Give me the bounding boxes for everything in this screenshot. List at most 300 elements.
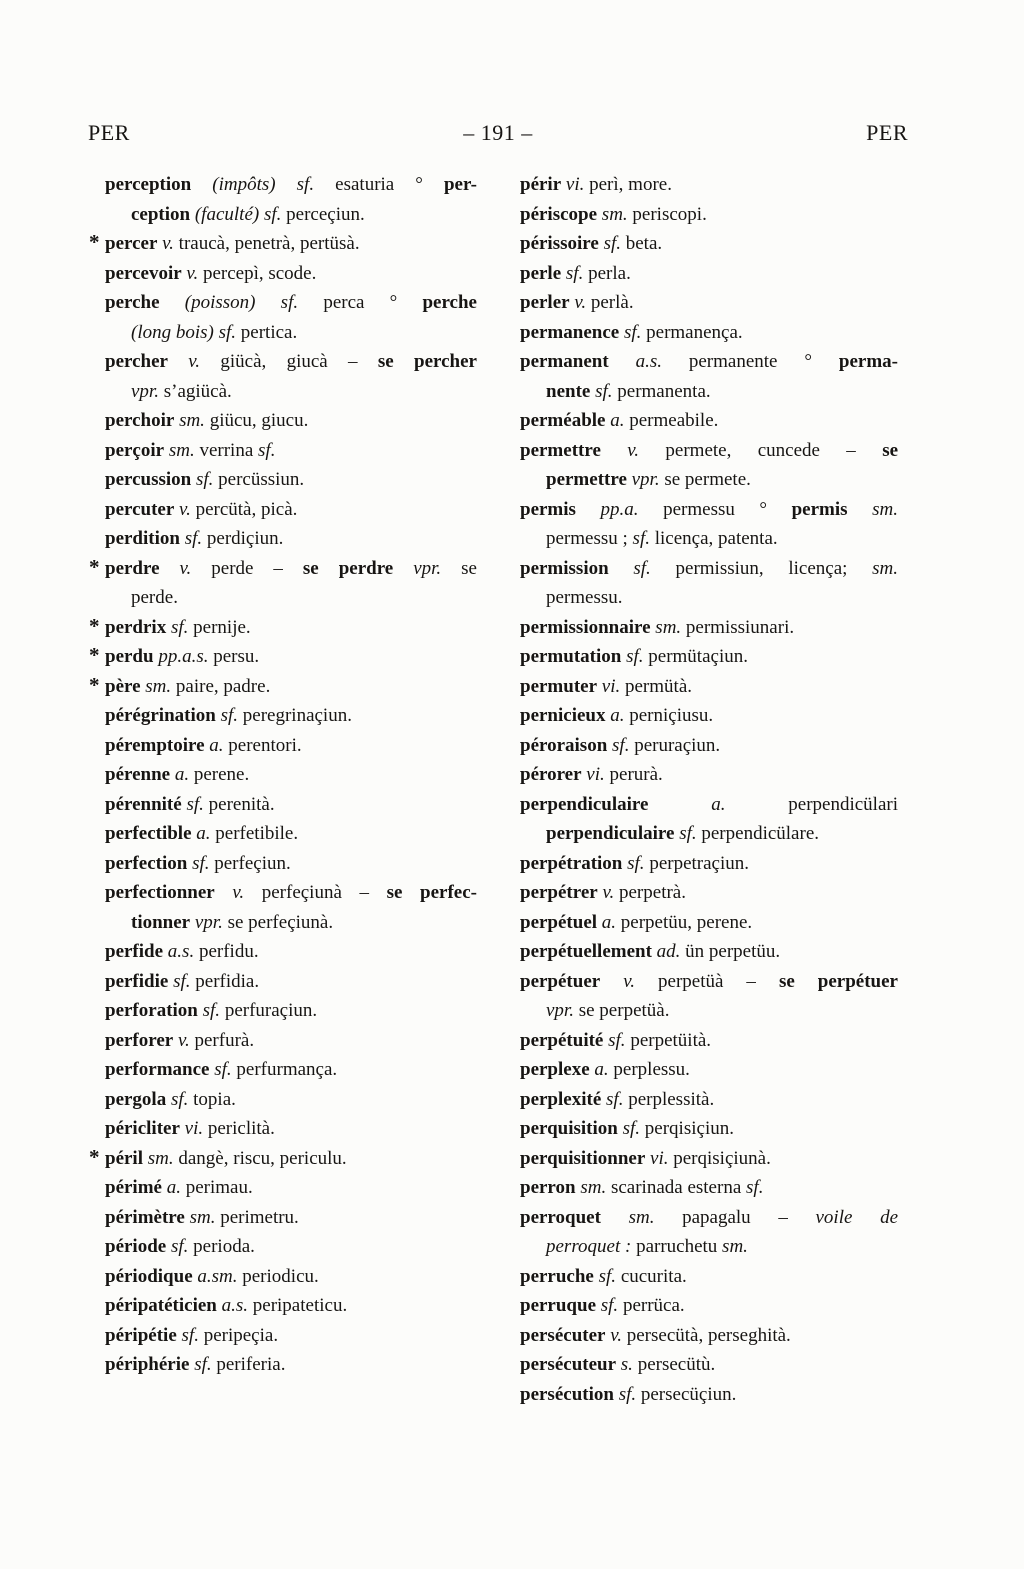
headword: perron xyxy=(520,1177,576,1198)
grammar-label: a. xyxy=(170,764,190,785)
grammar-label: sf. xyxy=(622,852,645,874)
grammar-label: vi. xyxy=(561,174,585,195)
translation-text: permissiunari. xyxy=(681,616,795,638)
headword: perpétuité xyxy=(520,1029,604,1051)
translation-text: scarinada esterna xyxy=(606,1177,747,1198)
translation-text: perplessu. xyxy=(608,1059,690,1080)
headword: péripétie xyxy=(105,1324,177,1346)
headword: périphérie xyxy=(105,1354,190,1375)
translation-text: giücà, giucà – xyxy=(200,351,378,372)
entry-line xyxy=(105,1114,477,1144)
translation-text: permete, cuncede – xyxy=(639,439,883,461)
headword: percher xyxy=(105,351,168,372)
headword: se xyxy=(882,439,899,461)
entry-line xyxy=(105,377,477,407)
entry-line xyxy=(520,1291,898,1321)
grammar-label: a. xyxy=(204,734,224,756)
translation-text: permessu ; xyxy=(546,528,633,549)
dictionary-entry xyxy=(520,229,898,259)
grammar-label: a.s. xyxy=(163,941,195,962)
grammar-label: sf. xyxy=(166,1236,189,1257)
grammar-label: vpr. xyxy=(393,557,442,579)
dictionary-entry xyxy=(105,1173,477,1203)
entry-line xyxy=(105,1026,477,1056)
translation-text: perde. xyxy=(131,587,178,608)
entry-line xyxy=(105,819,477,849)
translation-text: traucà, penetrà, pertüsà. xyxy=(173,233,360,254)
translation-text: perdiçiun. xyxy=(202,528,284,549)
grammar-label: pp.a. xyxy=(575,498,639,520)
grammar-label: sf. xyxy=(209,1059,232,1080)
entry-line xyxy=(520,288,898,318)
grammar-label: sf. xyxy=(215,705,239,726)
entry-line xyxy=(520,1262,898,1292)
headword: perfide xyxy=(105,941,164,962)
headword: perroquet xyxy=(520,1206,601,1228)
translation-text: perurà. xyxy=(604,764,663,785)
dictionary-entry xyxy=(105,170,477,229)
dictionary-entry xyxy=(105,1291,477,1321)
headword: perpétuer xyxy=(520,970,601,992)
entry-line xyxy=(105,731,477,761)
dictionary-entry xyxy=(105,701,477,731)
headword: périmé xyxy=(105,1177,162,1198)
translation-text: perfetibile. xyxy=(210,823,299,844)
headword: percevoir xyxy=(105,262,182,284)
entry-line xyxy=(520,1173,898,1203)
dictionary-entry xyxy=(520,200,898,230)
dictionary-entry xyxy=(520,642,898,672)
translation-text: permütaçiun. xyxy=(643,646,748,667)
translation-text: se perpetüà. xyxy=(573,1000,670,1021)
entry-line xyxy=(105,1173,477,1203)
dictionary-entry xyxy=(89,1144,477,1174)
entry-line xyxy=(520,760,898,790)
dictionary-entry xyxy=(520,613,898,643)
headword: permanent xyxy=(520,351,609,372)
translation-text: permessu. xyxy=(546,587,623,608)
translation-text: periodicu. xyxy=(237,1265,319,1287)
headword: perméable xyxy=(520,410,606,431)
translation-text: persu. xyxy=(208,646,260,667)
entry-line xyxy=(520,613,898,643)
grammar-label: a.s. xyxy=(216,1295,249,1316)
translation-text: pertica. xyxy=(236,321,298,343)
entry-line xyxy=(105,1321,477,1351)
grammar-label: v. xyxy=(569,292,587,313)
translation-text: permanença. xyxy=(641,321,743,343)
headword: permis xyxy=(520,498,576,520)
headword: permuter xyxy=(520,675,598,697)
grammar-label: ad. xyxy=(651,941,681,962)
entry-line xyxy=(105,701,477,731)
dictionary-entry xyxy=(105,524,477,554)
dictionary-entry xyxy=(520,967,898,1026)
headword: pernicieux xyxy=(520,705,606,726)
headword: perfectible xyxy=(105,823,192,844)
headword: percer xyxy=(105,233,158,254)
headword: perfectionner xyxy=(105,882,215,903)
headword: perdre xyxy=(105,557,160,579)
dictionary-entry xyxy=(105,1114,477,1144)
grammar-label: sm. xyxy=(722,1236,748,1257)
entry-line xyxy=(105,1262,477,1292)
grammar-label: sf. xyxy=(197,1000,221,1021)
translation-text: perniçiusu. xyxy=(624,705,714,726)
entry-line xyxy=(520,524,898,554)
grammar-label: sf. xyxy=(166,1088,189,1110)
entry-line xyxy=(105,937,477,967)
headword: persécuteur xyxy=(520,1354,617,1375)
translation-text: persecüçiun. xyxy=(636,1383,737,1405)
translation-text: ün perpetüu. xyxy=(680,941,781,962)
star-marker: * xyxy=(89,672,100,697)
headword: perdrix xyxy=(105,616,167,638)
grammar-label: vpr. xyxy=(190,911,223,933)
headword: périmètre xyxy=(105,1206,185,1228)
grammar-label: v. xyxy=(157,233,174,254)
translation-text: permeabile. xyxy=(624,410,719,431)
grammar-label: sf. xyxy=(601,1088,624,1110)
translation-text: permessu ° xyxy=(638,498,792,520)
headword: tionner xyxy=(131,911,191,933)
dictionary-entry xyxy=(105,790,477,820)
headword: père xyxy=(105,675,141,697)
grammar-label: sf. xyxy=(619,321,642,343)
headword: perpétuel xyxy=(520,911,598,933)
headword: pérégrination xyxy=(105,705,216,726)
dictionary-entry xyxy=(89,613,477,643)
translation-text: percepì, scode. xyxy=(198,262,317,284)
headword: période xyxy=(105,1236,167,1257)
grammar-label: a.sm. xyxy=(192,1265,238,1287)
entry-line xyxy=(105,642,477,672)
dictionary-entry xyxy=(520,1173,898,1203)
entry-line xyxy=(105,170,477,200)
entry-line xyxy=(105,406,477,436)
star-marker: * xyxy=(89,554,100,579)
headword: perquisitionner xyxy=(520,1147,646,1169)
headword: persécuter xyxy=(520,1324,606,1346)
entry-line xyxy=(520,1114,898,1144)
headword: perçoir xyxy=(105,439,165,461)
grammar-label: v. xyxy=(605,1324,622,1346)
headword: périscope xyxy=(520,203,598,225)
headword: pergola xyxy=(105,1088,167,1110)
grammar-label: sf. xyxy=(218,321,237,343)
translation-text: perfeçiun. xyxy=(209,852,291,874)
entry-line xyxy=(105,967,477,997)
dictionary-entry xyxy=(105,465,477,495)
translation-text: perentori. xyxy=(223,734,302,756)
grammar-label: sf. xyxy=(263,203,282,225)
grammar-label: sm. xyxy=(872,557,898,579)
grammar-label: sf. xyxy=(187,852,210,874)
entry-line xyxy=(520,318,898,348)
dictionary-entry xyxy=(105,1321,477,1351)
dictionary-entry xyxy=(520,1380,898,1410)
grammar-label: vi. xyxy=(179,1118,204,1139)
translation-text: perceçiun. xyxy=(281,203,365,225)
grammar-label: pp.a.s. xyxy=(153,646,209,667)
grammar-label: sm. xyxy=(184,1206,216,1228)
dictionary-entry xyxy=(520,1291,898,1321)
headword: permission xyxy=(520,557,609,579)
entry-line xyxy=(520,731,898,761)
grammar-label: sm. xyxy=(140,675,172,697)
entry-line xyxy=(520,1144,898,1174)
grammar-label: vpr. xyxy=(626,469,660,490)
dictionary-entry xyxy=(520,1321,898,1351)
dictionary-entry xyxy=(520,288,898,318)
dictionary-entry xyxy=(105,1203,477,1233)
dictionary-entry xyxy=(89,554,477,613)
dictionary-entry xyxy=(105,1085,477,1115)
dictionary-entry xyxy=(520,1144,898,1174)
dictionary-entry xyxy=(105,967,477,997)
dictionary-entry xyxy=(520,701,898,731)
translation-text: verrina xyxy=(194,439,259,461)
entry-line xyxy=(105,996,477,1026)
dictionary-entry xyxy=(89,672,477,702)
grammar-label: sm. xyxy=(174,410,205,431)
headword: perception xyxy=(105,174,192,195)
entry-line xyxy=(105,760,477,790)
grammar-label: sf. xyxy=(590,380,613,402)
headword: péremptoire xyxy=(105,734,205,756)
dictionary-entry xyxy=(520,760,898,790)
translation-text: peripateticu. xyxy=(248,1295,348,1316)
entry-line xyxy=(520,1321,898,1351)
headword: périssoire xyxy=(520,233,599,254)
grammar-label: a. xyxy=(605,705,625,726)
headword: persécution xyxy=(520,1383,614,1405)
grammar-label: sf. xyxy=(621,646,644,667)
headword: ception xyxy=(131,203,191,225)
grammar-label: a. xyxy=(605,410,625,431)
entry-line xyxy=(105,1055,477,1085)
dictionary-entry xyxy=(105,731,477,761)
left-column xyxy=(88,170,477,1409)
dictionary-entry xyxy=(520,1203,898,1262)
translation-text: s’agiücà. xyxy=(158,380,232,402)
translation-text: percütà, picà. xyxy=(190,498,298,520)
entry-line xyxy=(520,200,898,230)
grammar-label: sf. xyxy=(179,528,203,549)
entry-line xyxy=(520,1085,898,1115)
dictionary-entry xyxy=(105,996,477,1026)
entry-line xyxy=(105,495,477,525)
entry-line xyxy=(105,908,477,938)
running-head-right: PER xyxy=(866,120,908,145)
grammar-label: sm. xyxy=(600,1206,655,1228)
grammar-label: sm. xyxy=(847,498,898,520)
grammar-label: sf. xyxy=(608,557,651,579)
entry-line xyxy=(105,229,477,259)
entry-line xyxy=(520,583,898,613)
grammar-label: sm. xyxy=(650,616,682,638)
translation-text: permissiun, licença; xyxy=(650,557,873,579)
translation-text: permanenta. xyxy=(612,380,711,402)
dictionary-entry xyxy=(520,406,898,436)
star-marker: * xyxy=(89,613,100,638)
headword: perforation xyxy=(105,1000,198,1021)
entry-line xyxy=(520,849,898,879)
headword: permis xyxy=(791,498,848,520)
dictionary-entry xyxy=(520,1114,898,1144)
entry-line xyxy=(105,554,477,584)
grammar-label: sf. xyxy=(189,1354,212,1375)
translation-text: peripeçia. xyxy=(198,1324,279,1346)
grammar-label: sf. xyxy=(168,970,191,992)
entry-line xyxy=(105,672,477,702)
translation-text: se xyxy=(441,557,477,579)
grammar-label: sf. xyxy=(191,469,214,490)
entry-line xyxy=(520,908,898,938)
headword: perma- xyxy=(838,351,898,372)
dictionary-entry xyxy=(105,1262,477,1292)
translation-text: perlà. xyxy=(586,292,634,313)
headword: péril xyxy=(105,1147,143,1169)
headword: pérennité xyxy=(105,793,182,815)
headword: perquisition xyxy=(520,1118,618,1139)
headword: perdu xyxy=(105,646,154,667)
headword: pérorer xyxy=(520,764,582,785)
dictionary-entry xyxy=(520,672,898,702)
headword: perpétrer xyxy=(520,882,598,903)
grammar-label: v. xyxy=(174,498,191,520)
grammar-label: s. xyxy=(616,1354,633,1375)
headword: permissionnaire xyxy=(520,616,651,638)
translation-text: periferia. xyxy=(211,1354,286,1375)
headword: périodique xyxy=(105,1265,193,1287)
grammar-label: a. xyxy=(597,911,617,933)
translation-text: perenità. xyxy=(203,793,275,815)
headword: perpendiculaire xyxy=(546,823,675,844)
dictionary-entry xyxy=(520,347,898,406)
entry-line xyxy=(520,642,898,672)
headword: perplexe xyxy=(520,1059,590,1080)
grammar-label: perroquet : xyxy=(546,1236,632,1257)
headword: perche xyxy=(422,292,477,313)
translation-text: perfeçiunà – xyxy=(244,882,387,903)
headword: péricliter xyxy=(105,1118,180,1139)
entry-line xyxy=(105,1085,477,1115)
translation-text: perplessità. xyxy=(623,1088,715,1110)
running-head xyxy=(88,120,908,146)
dictionary-entry xyxy=(105,878,477,937)
dictionary-entry xyxy=(105,1055,477,1085)
translation-text: perì, more. xyxy=(584,174,672,195)
headword: perdition xyxy=(105,528,180,549)
dictionary-entry xyxy=(520,495,898,554)
entry-line xyxy=(105,1144,477,1174)
dictionary-entry xyxy=(105,495,477,525)
translation-text: beta. xyxy=(621,233,663,254)
entry-line xyxy=(520,1026,898,1056)
entry-line xyxy=(105,878,477,908)
translation-text: perfuraçiun. xyxy=(220,1000,318,1021)
grammar-label: sf. xyxy=(181,793,204,815)
translation-text: perpendicülari xyxy=(725,793,898,815)
headword: perplexité xyxy=(520,1088,602,1110)
star-marker: * xyxy=(89,1144,100,1169)
entry-line xyxy=(520,1203,898,1233)
grammar-label: a. xyxy=(589,1059,609,1080)
grammar-label: sf. xyxy=(561,262,584,284)
dictionary-entry xyxy=(520,436,898,495)
grammar-label: v. xyxy=(181,262,199,284)
dictionary-entry xyxy=(520,937,898,967)
entry-line xyxy=(105,1232,477,1262)
translation-text: perioda. xyxy=(188,1236,255,1257)
translation-text: perpetüità. xyxy=(625,1029,712,1051)
headword: perle xyxy=(520,262,562,284)
translation-text: perrüca. xyxy=(618,1295,685,1316)
headword: perler xyxy=(520,292,570,313)
headword: se percher xyxy=(377,351,477,372)
translation-text: cucurita. xyxy=(616,1265,687,1287)
grammar-label: sf. xyxy=(166,616,189,638)
headword: péroraison xyxy=(520,734,608,756)
grammar-label: vi. xyxy=(597,675,621,697)
grammar-label: (faculté) xyxy=(190,203,264,225)
translation-text: perfurmança. xyxy=(231,1059,338,1080)
entry-line xyxy=(105,583,477,613)
translation-text: perfidia. xyxy=(190,970,260,992)
dictionary-entry xyxy=(520,554,898,613)
page-content xyxy=(88,120,908,1409)
entry-line xyxy=(520,1055,898,1085)
grammar-label: sf. xyxy=(598,233,621,254)
entry-line xyxy=(520,790,898,820)
entry-line xyxy=(520,229,898,259)
entry-line xyxy=(105,436,477,466)
headword: percussion xyxy=(105,469,192,490)
translation-text: licença, patenta. xyxy=(649,528,778,549)
grammar-label: a. xyxy=(161,1177,181,1198)
grammar-label: sf. xyxy=(617,1118,641,1139)
translation-text: periscopi. xyxy=(627,203,707,225)
translation-text: perla. xyxy=(583,262,631,284)
dictionary-entry xyxy=(89,229,477,259)
dictionary-entry xyxy=(105,406,477,436)
headword: perfidie xyxy=(105,970,169,992)
entry-line xyxy=(105,288,477,318)
grammar-label: a.s. xyxy=(608,351,662,372)
grammar-label: vi. xyxy=(645,1147,669,1169)
headword: perruche xyxy=(520,1265,594,1287)
translation-text: percüssiun. xyxy=(213,469,305,490)
headword: péripatéticien xyxy=(105,1295,217,1316)
headword: perruque xyxy=(520,1295,596,1316)
dictionary-entry xyxy=(105,347,477,406)
grammar-label: sm. xyxy=(143,1147,174,1169)
translation-text: perpetüu, perene. xyxy=(616,911,753,933)
translation-text: perqisiçiun. xyxy=(640,1118,734,1139)
dictionary-entry xyxy=(520,1055,898,1085)
grammar-label: sf. xyxy=(746,1177,764,1198)
grammar-label: sf. xyxy=(607,734,630,756)
translation-text: esaturia ° xyxy=(314,174,444,195)
translation-text: perene. xyxy=(189,764,250,785)
entry-line xyxy=(520,259,898,289)
translation-text: perde – xyxy=(191,557,303,579)
dictionary-entry xyxy=(520,908,898,938)
entry-line xyxy=(105,465,477,495)
entry-line xyxy=(520,170,898,200)
dictionary-entry xyxy=(105,259,477,289)
